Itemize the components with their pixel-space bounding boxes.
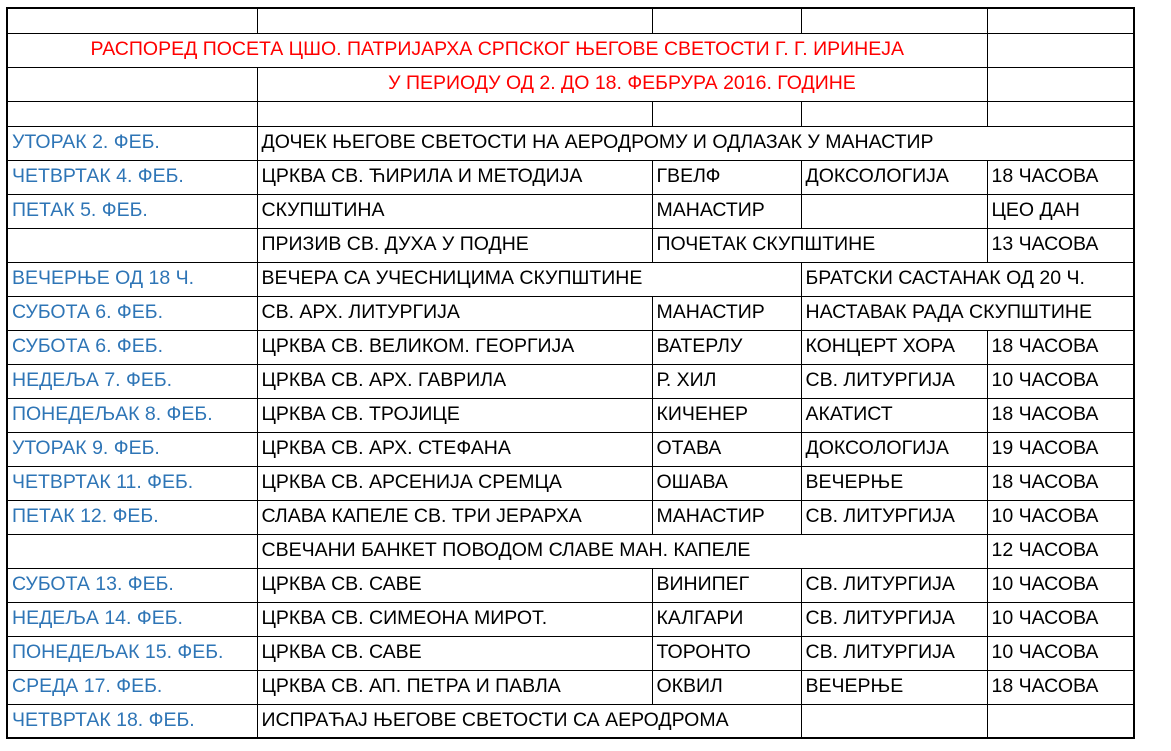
title-row-2 [7, 67, 1134, 101]
time-cell: 10 ЧАСОВА [987, 500, 1134, 534]
place-cell: КАЛГАРИ [652, 602, 801, 636]
event-cell: ДОЧЕК ЊЕГОВЕ СВЕТОСТИ НА АЕРОДРОМУ И ОДЛАЗАК У МАНАСТИР [257, 126, 1134, 160]
service-cell: СВ. ЛИТУРГИЈА [801, 636, 987, 670]
empty-cell [987, 8, 1134, 33]
empty-cell [801, 8, 987, 33]
table-row [7, 500, 1134, 534]
event-cell: ЦРКВА СВ. САВЕ [257, 568, 652, 602]
empty-cell [257, 101, 652, 126]
time-cell: 18 ЧАСОВА [987, 398, 1134, 432]
table-row [7, 534, 1134, 568]
service-cell: БРАТСКИ САСТАНАК ОД 20 Ч. [801, 262, 1134, 296]
event-cell: ЦРКВА СВ. ТРОЈИЦЕ [257, 398, 652, 432]
table-row [7, 228, 1134, 262]
date-cell: ПОНЕДЕЉАК 8. ФЕБ. [7, 398, 257, 432]
time-cell: 13 ЧАСОВА [987, 228, 1134, 262]
time-cell [987, 704, 1134, 738]
spacer-row-top [7, 8, 1134, 33]
service-cell: ДОКСОЛОГИЈА [801, 160, 987, 194]
date-cell: СУБОТА 13. ФЕБ. [7, 568, 257, 602]
service-cell: АКАТИСТ [801, 398, 987, 432]
event-cell: ЦРКВА СВ. ЋИРИЛА И МЕТОДИЈА [257, 160, 652, 194]
date-cell: СУБОТА 6. ФЕБ. [7, 296, 257, 330]
service-cell: НАСТАВАК РАДА СКУПШТИНЕ [801, 296, 1134, 330]
place-cell: ОШАВА [652, 466, 801, 500]
time-cell: 10 ЧАСОВА [987, 602, 1134, 636]
event-cell: ЦРКВА СВ. АРХ. СТЕФАНА [257, 432, 652, 466]
table-row [7, 636, 1134, 670]
event-cell: ПРИЗИВ СВ. ДУХА У ПОДНЕ [257, 228, 652, 262]
empty-cell [652, 101, 801, 126]
table-row [7, 602, 1134, 636]
time-cell: 18 ЧАСОВА [987, 466, 1134, 500]
table-row [7, 568, 1134, 602]
empty-cell [987, 101, 1134, 126]
document-subtitle: У ПЕРИОДУ ОД 2. ДО 18. ФЕБРУРА 2016. ГОДИНЕ [257, 67, 987, 101]
date-cell: ПЕТАК 12. ФЕБ. [7, 500, 257, 534]
service-cell: ВЕЧЕРЊЕ [801, 670, 987, 704]
place-cell: ТОРОНТО [652, 636, 801, 670]
date-cell: СРЕДА 17. ФЕБ. [7, 670, 257, 704]
service-cell: СВ. ЛИТУРГИЈА [801, 364, 987, 398]
table-row [7, 126, 1134, 160]
event-cell: ВЕЧЕРА СА УЧЕСНИЦИМА СКУПШТИНЕ [257, 262, 801, 296]
table-row [7, 160, 1134, 194]
time-cell: 10 ЧАСОВА [987, 636, 1134, 670]
service-cell [801, 194, 987, 228]
service-cell: ВЕЧЕРЊЕ [801, 466, 987, 500]
date-cell: ЧЕТВРТАК 18. ФЕБ. [7, 704, 257, 738]
spacer-row [7, 101, 1134, 126]
date-cell: УТОРАК 2. ФЕБ. [7, 126, 257, 160]
date-cell: СУБОТА 6. ФЕБ. [7, 330, 257, 364]
table-row [7, 704, 1134, 738]
table-row [7, 398, 1134, 432]
event-cell: ИСПРАЋАЈ ЊЕГОВЕ СВЕТОСТИ СА АЕРОДРОМА [257, 704, 801, 738]
table-row [7, 432, 1134, 466]
table-row [7, 670, 1134, 704]
empty-cell [7, 67, 257, 101]
place-cell: ВАТЕРЛУ [652, 330, 801, 364]
time-cell: 18 ЧАСОВА [987, 330, 1134, 364]
date-cell [7, 534, 257, 568]
event-cell: СЛАВА КАПЕЛЕ СВ. ТРИ ЈЕРАРХА [257, 500, 652, 534]
time-cell: 18 ЧАСОВА [987, 160, 1134, 194]
date-cell: ПЕТАК 5. ФЕБ. [7, 194, 257, 228]
event-cell: СВ. АРХ. ЛИТУРГИЈА [257, 296, 652, 330]
event-cell: ЦРКВА СВ. СИМЕОНА МИРОТ. [257, 602, 652, 636]
event-cell: ЦРКВА СВ. АП. ПЕТРА И ПАВЛА [257, 670, 652, 704]
event-cell: ЦРКВА СВ. АРХ. ГАВРИЛА [257, 364, 652, 398]
title-row-1 [7, 33, 1134, 67]
service-cell: КОНЦЕРТ ХОРА [801, 330, 987, 364]
place-cell: МАНАСТИР [652, 296, 801, 330]
table-row [7, 296, 1134, 330]
service-cell: СВ. ЛИТУРГИЈА [801, 500, 987, 534]
date-cell: НЕДЕЉА 14. ФЕБ. [7, 602, 257, 636]
place-cell: ВИНИПЕГ [652, 568, 801, 602]
table-row [7, 194, 1134, 228]
place-cell: МАНАСТИР [652, 500, 801, 534]
service-cell [801, 704, 987, 738]
table-row [7, 262, 1134, 296]
document-title: РАСПОРЕД ПОСЕТА ЦШО. ПАТРИЈАРХА СРПСКОГ ЊЕГОВЕ СВЕТОСТИ Г. Г. ИРИНЕЈА [7, 33, 987, 67]
event-cell: ЦРКВА СВ. ВЕЛИКОМ. ГЕОРГИЈА [257, 330, 652, 364]
service-cell: ДОКСОЛОГИЈА [801, 432, 987, 466]
schedule-table [6, 7, 1135, 739]
date-cell: НЕДЕЉА 7. ФЕБ. [7, 364, 257, 398]
date-cell [7, 228, 257, 262]
place-cell: ОТАВА [652, 432, 801, 466]
date-cell: ЧЕТВРТАК 11. ФЕБ. [7, 466, 257, 500]
service-cell: СВ. ЛИТУРГИЈА [801, 602, 987, 636]
empty-cell [987, 67, 1134, 101]
empty-cell [7, 8, 257, 33]
date-cell: УТОРАК 9. ФЕБ. [7, 432, 257, 466]
service-cell: СВ. ЛИТУРГИЈА [801, 568, 987, 602]
event-cell: ЦРКВА СВ. АРСЕНИЈА СРЕМЦА [257, 466, 652, 500]
place-cell: ГВЕЛФ [652, 160, 801, 194]
event-cell: СВЕЧАНИ БАНКЕТ ПОВОДОМ СЛАВЕ МАН. КАПЕЛЕ [257, 534, 987, 568]
table-row [7, 364, 1134, 398]
date-cell: ПОНЕДЕЉАК 15. ФЕБ. [7, 636, 257, 670]
time-cell: 10 ЧАСОВА [987, 364, 1134, 398]
event-cell: СКУПШТИНА [257, 194, 652, 228]
place-cell: КИЧЕНЕР [652, 398, 801, 432]
place-cell: МАНАСТИР [652, 194, 801, 228]
table-row [7, 330, 1134, 364]
time-cell: ЦЕО ДАН [987, 194, 1134, 228]
place-cell: ПОЧЕТАК СКУПШТИНЕ [652, 228, 987, 262]
time-cell: 10 ЧАСОВА [987, 568, 1134, 602]
event-cell: ЦРКВА СВ. САВЕ [257, 636, 652, 670]
empty-cell [257, 8, 652, 33]
empty-cell [652, 8, 801, 33]
place-cell: Р. ХИЛ [652, 364, 801, 398]
date-cell: ВЕЧЕРЊЕ ОД 18 Ч. [7, 262, 257, 296]
empty-cell [7, 101, 257, 126]
place-cell: ОКВИЛ [652, 670, 801, 704]
empty-cell [801, 101, 987, 126]
time-cell: 12 ЧАСОВА [987, 534, 1134, 568]
empty-cell [987, 33, 1134, 67]
table-row [7, 466, 1134, 500]
time-cell: 18 ЧАСОВА [987, 670, 1134, 704]
date-cell: ЧЕТВРТАК 4. ФЕБ. [7, 160, 257, 194]
time-cell: 19 ЧАСОВА [987, 432, 1134, 466]
